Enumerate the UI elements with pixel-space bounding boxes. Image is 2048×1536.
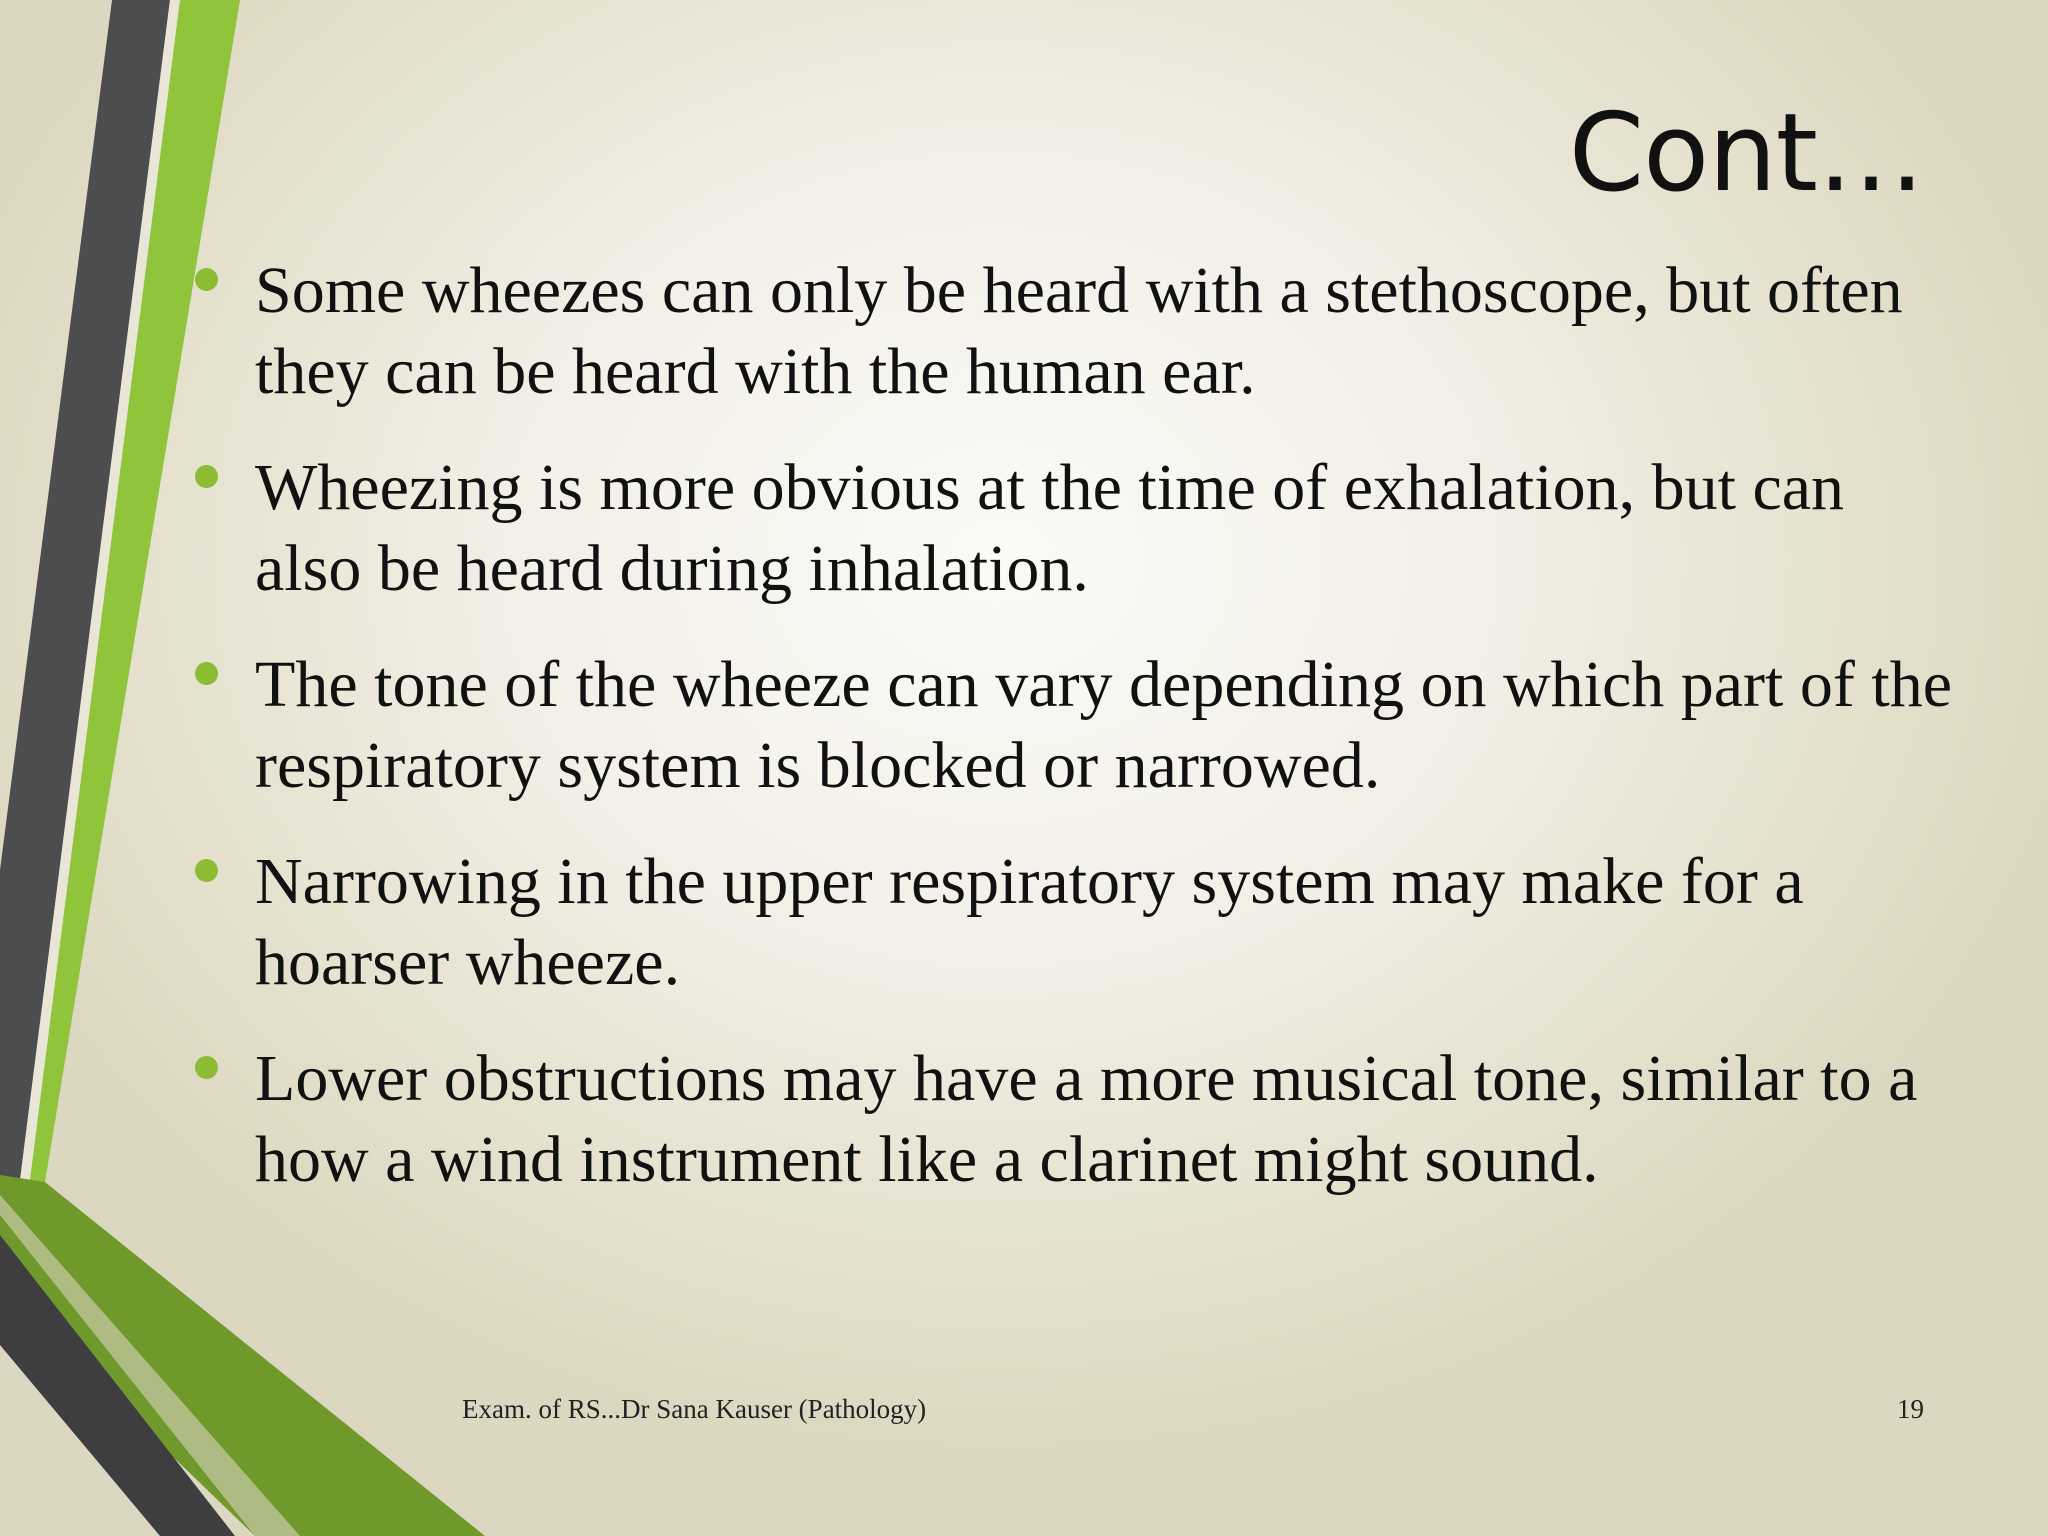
- bullet-item: [195, 250, 1955, 412]
- bullet-item: [195, 1038, 1955, 1200]
- bullet-text: The tone of the wheeze can vary depending on which part of the respiratory system is blocked or narrowed.: [255, 648, 1952, 802]
- bullet-text: Some wheezes can only be heard with a stethoscope, but often they can be heard with the human ear.: [255, 254, 1903, 408]
- bullet-dot-icon: [195, 268, 218, 291]
- bullet-item: [195, 841, 1955, 1003]
- bullet-text: Narrowing in the upper respiratory system may make for a hoarser wheeze.: [255, 845, 1804, 999]
- page-number: 19: [1897, 1394, 1924, 1424]
- bullet-dot-icon: [195, 859, 218, 882]
- bullet-item: [195, 644, 1955, 806]
- slide-title: Cont…: [1568, 91, 1924, 216]
- dark-stripe-vertical: [0, 0, 170, 1180]
- bullet-text: Wheezing is more obvious at the time of exhalation, but can also be heard during inhalation.: [255, 451, 1845, 605]
- bullet-dot-icon: [195, 465, 218, 488]
- bullet-dot-icon: [195, 662, 218, 685]
- bullet-item: [195, 447, 1955, 609]
- bullet-list: [195, 250, 1955, 1235]
- slide-footer: Exam. of RS...Dr Sana Kauser (Pathology): [462, 1394, 927, 1424]
- bullet-dot-icon: [195, 1056, 218, 1079]
- bullet-text: Lower obstructions may have a more musical tone, similar to a how a wind instrument like a clarinet might sound.: [255, 1042, 1918, 1196]
